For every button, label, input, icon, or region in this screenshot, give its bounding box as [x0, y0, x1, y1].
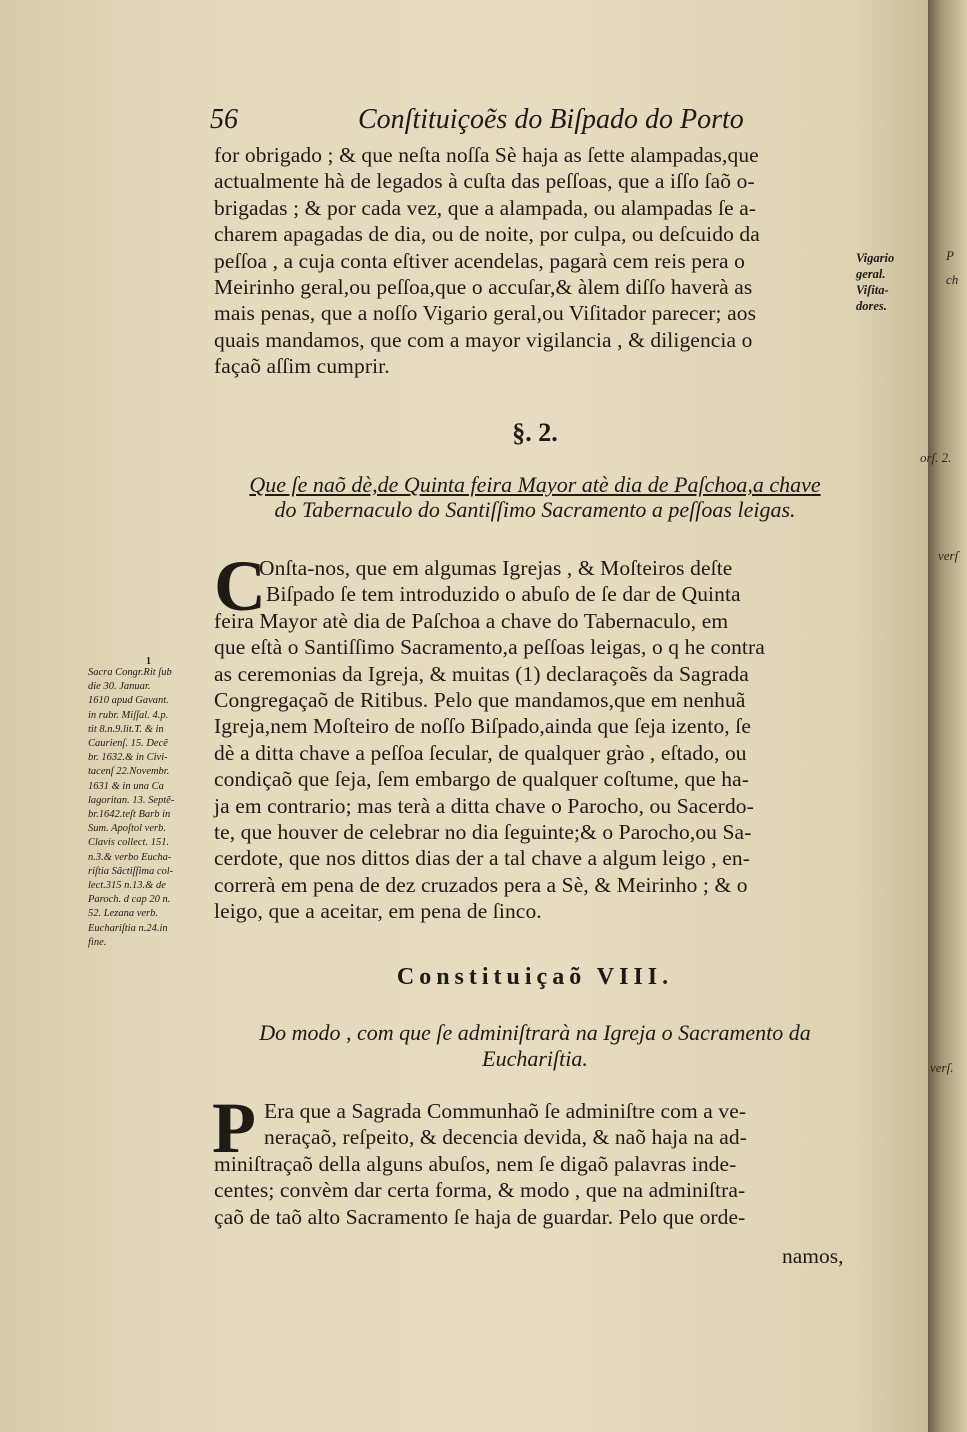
text-line: que eſtà o Santiſſimo Sacramento,a peſſoas leigas, o q he contra [214, 635, 765, 660]
text-line: çaõ de taõ alto Sacramento ſe haja de guardar. Pelo que orde- [214, 1204, 746, 1229]
gutter-fragment: verſ [938, 548, 959, 563]
citation-line: br. 1632.& in Civi- [88, 752, 168, 764]
text-line: Igreja,nem Moſteiro de noſſo Biſpado,ainda que ſeja izento, ſe [214, 714, 751, 739]
gutter-fragment: verſ. [930, 1060, 954, 1075]
page-number: 56 [210, 104, 238, 135]
section-heading-line: do Tabernaculo do Santiſſimo Sacramento a peſſoas leigas. [274, 497, 796, 522]
final-paragraph [214, 1098, 856, 1230]
text-line: quais mandamos, que com a mayor vigilancia , & diligencia o [214, 327, 753, 352]
citation-line: 1631 & in una Ca [88, 780, 164, 792]
citation-line: Clavis collect. 151. [88, 837, 170, 849]
text-line: Biſpado ſe tem introduzido o abuſo de ſe dar de Quinta [266, 582, 741, 607]
text-line: Congregaçaõ de Ritibus. Pelo que mandamos,que em nenhuã [214, 688, 746, 713]
citation-line: in rubr. Miſſal. 4.p. [88, 709, 169, 721]
text-line: centes; convèm dar certa forma, & modo , que na adminiſtra- [214, 1178, 746, 1203]
catchword: namos, [782, 1244, 844, 1268]
running-title: Conſtituiçoẽs do Biſpado do Porto [358, 104, 744, 135]
citation-line: tacenſ 22.Novembr. [88, 766, 170, 778]
citation-line: br.1642.teſt Barb in [88, 809, 171, 821]
gutter-fragment: ch [946, 272, 959, 287]
marginal-line: Viſita- [856, 283, 889, 297]
text-line: Onſta-nos, que em algumas Igrejas , & Moſteiros deſte [259, 556, 733, 580]
text-line: neraçaõ, reſpeito, & decencia devida, & naõ haja na ad- [264, 1125, 748, 1150]
drop-cap-p: P [212, 1088, 256, 1168]
text-line: miniſtraçaõ della alguns abuſos, nem ſe digaõ palavras inde- [214, 1151, 737, 1176]
marginal-line: Vigario [856, 251, 895, 265]
section-paragraph [214, 555, 856, 925]
text-line: Era que a Sagrada Communhaõ ſe adminiſtre com a ve- [264, 1099, 747, 1123]
citation-line: 1610 apud Gavant. [88, 695, 169, 707]
constitution-heading [214, 1020, 856, 1072]
constitution-heading-line: Do modo , com que ſe adminiſtrarà na Igreja o Sacramento da [259, 1020, 811, 1045]
section-mark: §. 2. [512, 418, 558, 447]
citation-line: fine. [88, 936, 107, 948]
note-number: 1 [146, 656, 151, 667]
citation-line: n.3.& verbo Eucha- [88, 851, 172, 863]
marginal-line: dores. [856, 299, 887, 313]
citation-line: lect.315 n.13.& de [88, 880, 166, 892]
facing-page-edge [920, 0, 967, 1432]
top-paragraph [214, 142, 856, 380]
constitution-title: Constituiçaõ VIII. [396, 964, 674, 990]
marginal-line: geral. [856, 267, 886, 281]
text-line: feira Mayor atè dia de Paſchoa a chave do Tabernaculo, em [214, 608, 729, 633]
text-line: correrà em pena de dez cruzados pera a Sè, & Meirinho ; & o [214, 872, 748, 897]
gutter-fragment: orſ. 2. [920, 450, 952, 465]
citation-line: Euchariſtia n.24.in [88, 922, 168, 934]
section-heading [214, 472, 856, 523]
text-line: peſſoa , a cuja conta eſtiver acendelas, pagarà cem reis pera o [214, 248, 745, 273]
drop-cap-c: C [214, 546, 266, 626]
left-marginal-citation [88, 666, 213, 950]
text-line: te, que houver de celebrar no dia ſeguinte;& o Parocho,ou Sa- [214, 820, 752, 845]
text-line: leigo, que a aceitar, em pena de ſinco. [214, 899, 542, 924]
text-line: as ceremonias da Igreja, & muitas (1) declaraçoẽs da Sagrada [214, 661, 749, 686]
section-heading-line: Que ſe naõ dè,de Quinta feira Mayor atè dia de Paſchoa,a chave [249, 472, 821, 497]
text-line: cerdote, que nos dittos dias der a tal chave a algum leigo , en- [214, 846, 750, 871]
text-line: condiçaõ que ſeja, ſem embargo de qualquer coſtume, que ha- [214, 767, 750, 792]
text-line: brigadas ; & por cada vez, que a alampada, ou alampadas ſe a- [214, 195, 757, 220]
text-line: actualmente hà de legados à cuſta das peſſoas, que a iſſo ſaõ o- [214, 169, 755, 194]
text-line: façaõ aſſim cumprir. [214, 354, 390, 379]
citation-line: lagoritan. 13. Septẽ- [88, 794, 175, 806]
gutter-fragment: P [946, 248, 954, 263]
citation-line: Sacra Congr.Rit ſub [88, 667, 172, 678]
text-line: ja em contrario; mas terà a ditta chave o Parocho, ou Sacerdo- [214, 793, 754, 818]
text-line: mais penas, que a noſſo Vigario geral,ou Viſitador parecer; aos [214, 301, 757, 326]
citation-line: 52. Lezana verb. [88, 908, 158, 920]
citation-line: riſtia Sãctiſſima col- [88, 865, 174, 877]
citation-line: Caurienſ. 15. Decẽ [88, 738, 168, 750]
text-line: dè a ditta chave a peſſoa ſecular, de qualquer grào , eſtado, ou [214, 740, 747, 765]
constitution-heading-line: Euchariſtia. [482, 1046, 588, 1071]
citation-line: Sum. Apoſtol verb. [88, 823, 166, 835]
right-marginal-note [856, 250, 926, 314]
text-line: Meirinho geral,ou peſſoa,que o accuſar,& àlem diſſo haverà as [214, 275, 753, 300]
text-line: for obrigado ; & que neſta noſſa Sè haja as ſette alampadas,que [214, 143, 759, 167]
citation-line: die 30. Januar. [88, 681, 151, 693]
running-header [210, 104, 744, 138]
citation-line: Paroch. d cap 20 n. [88, 894, 171, 906]
text-line: charem apagadas de dia, ou de noite, por culpa, ou deſcuido da [214, 222, 760, 247]
citation-line: tit 8.n.9.lit.T. & in [88, 723, 164, 735]
